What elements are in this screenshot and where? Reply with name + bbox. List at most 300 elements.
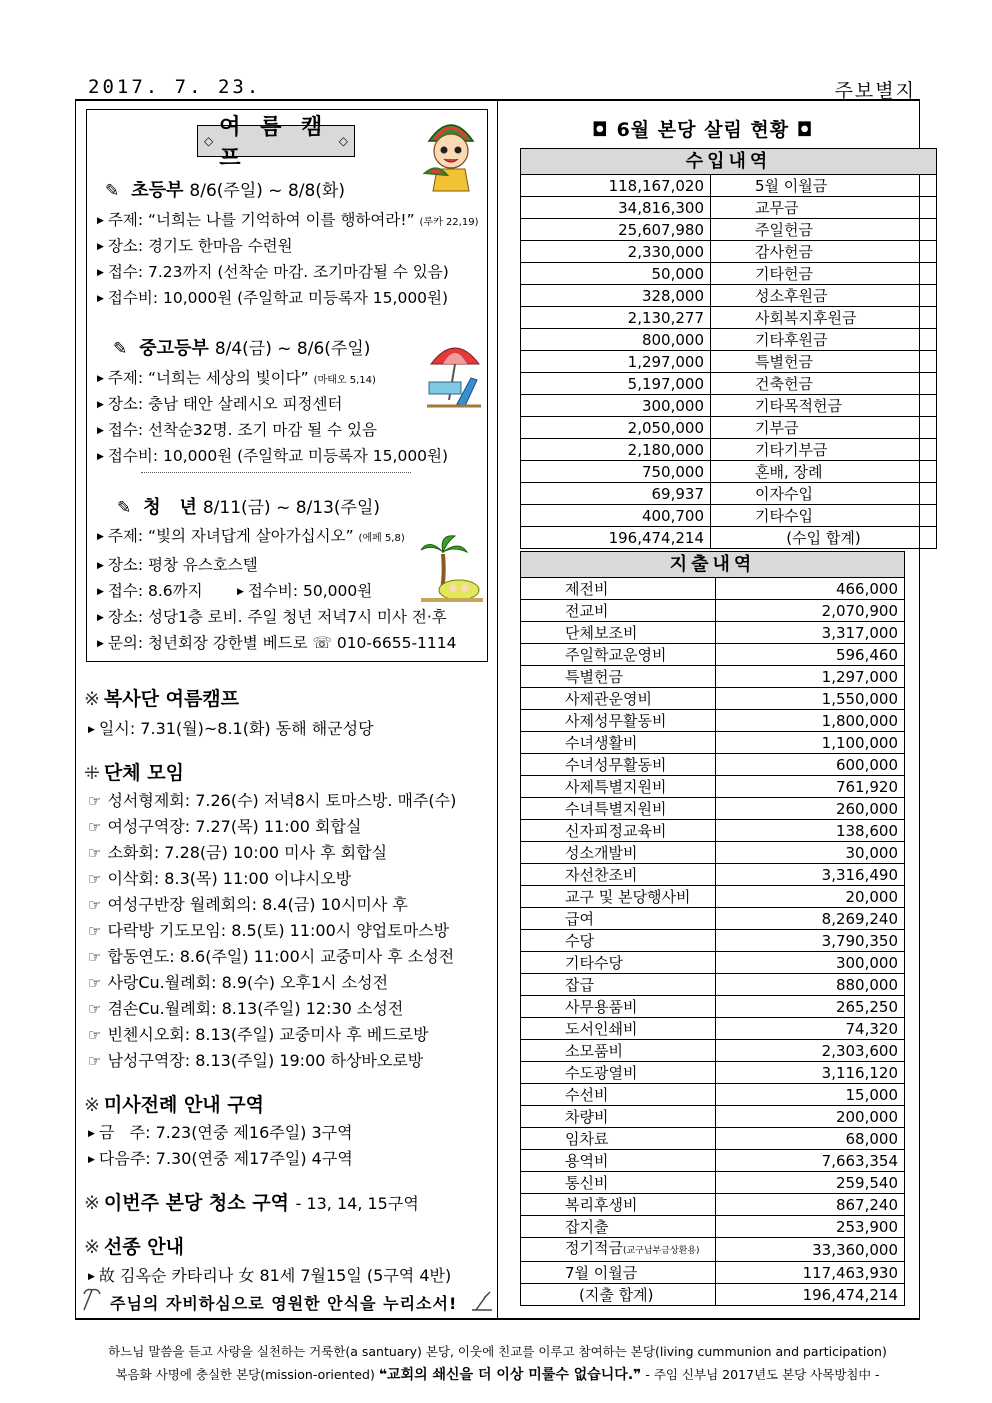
expense-category-text: 기타수당 [565,953,623,972]
meeting-text: 합동연도: 8.6(주일) 11:00시 교중미사 후 소성전 [107,947,455,966]
palm-tree-icon [421,534,483,604]
middle-fee [97,444,448,466]
expense-amount: 466,000 [716,578,905,600]
table-row [521,732,905,754]
table-row [521,461,937,483]
expense-category [521,666,716,688]
list-item [88,1048,423,1071]
list-item [88,996,403,1019]
column-divider [497,101,498,1319]
expense-amount: 3,317,000 [716,622,905,644]
expense-category [521,996,716,1018]
income-category: (수입 합계) [711,527,937,549]
meeting-text: 빈첸시오회: 8.13(주일) 교중미사 후 베드로방 [107,1025,429,1044]
bullet-icon: ▶ [97,400,104,410]
table-row [521,1172,905,1194]
table-row [521,329,937,351]
income-category: 이자수입 [711,483,937,505]
list-item [88,892,408,915]
list-item [88,840,387,863]
expense-category-text: 차량비 [565,1107,609,1126]
expense-category-text: 제전비 [565,579,609,598]
expense-category-text: 단체보조비 [565,623,638,642]
expense-category-text: 자선찬조비 [565,865,638,884]
middle-place [97,392,342,414]
expense-category [521,974,716,996]
middle-fee-text: 접수비: 10,000원 (주일학교 미등록자 15,000원) [107,447,449,465]
elementary-dates: 8/6(주일) ~ 8/8(화) [189,181,345,201]
elementary-heading [105,176,345,202]
table-row [521,219,937,241]
table-row [521,285,937,307]
expense-category [521,776,716,798]
altar-camp-heading [84,684,239,711]
income-amount: 25,607,980 [521,219,711,241]
income-category: 기타기부금 [711,439,937,461]
income-category: 감사헌금 [711,241,937,263]
list-item [88,788,456,811]
income-amount: 50,000 [521,263,711,285]
expense-amount: 3,790,350 [716,930,905,952]
elementary-reg [97,260,449,282]
candle-icon [470,1290,494,1312]
expense-amount: 20,000 [716,886,905,908]
table-row [521,622,905,644]
bulletin-date: 2017. 7. 23. [88,76,262,98]
youth-contact [97,631,457,653]
table-row [521,197,937,219]
income-amount: 5,197,000 [521,373,711,395]
table-row [521,974,905,996]
expense-amount: 1,100,000 [716,732,905,754]
table-row [521,952,905,974]
youth-reg [97,579,203,601]
middle-reg-text: 접수: 선착순32명. 조기 마감 될 수 있음 [107,421,377,439]
expense-category-text: 수녀특별지원비 [565,799,667,818]
camp-title [197,115,355,171]
income-amount: 400,700 [521,505,711,527]
expense-category [521,1194,716,1216]
expense-amount: 7,663,354 [716,1150,905,1172]
table-row [521,820,905,842]
income-category: 교무금 [711,197,937,219]
expense-category [521,820,716,842]
income-category: 기타후원금 [711,329,937,351]
income-category: 사회복지후원금 [711,307,937,329]
table-row [521,754,905,776]
footer-line-1: 하느님 말씀을 듣고 사랑을 실천하는 거룩한(a santuary) 본당, 이웃에 친교를 이루고 참여하는 본당(living cummunion and participation) [108,1344,887,1359]
bullet-icon: ▶ [97,639,104,649]
bullet-icon: ▶ [97,532,104,542]
youth-reg-place-text: 장소: 성당1층 로비. 주일 청년 저녁7시 미사 전·후 [107,608,447,626]
lily-icon [80,1286,104,1312]
income-category: 기타목적헌금 [711,395,937,417]
funeral-heading [84,1232,184,1259]
cleaning-title: 이번주 본당 청소 구역 [103,1192,289,1214]
income-header: 수입내역 [521,149,937,175]
savings-note: (교구납부금상환용) [622,1246,700,1256]
meeting-text: 소화회: 7.28(금) 10:00 미사 후 회합실 [107,843,388,862]
expense-amount: 200,000 [716,1106,905,1128]
mass-guide-title: 미사전례 안내 구역 [103,1094,264,1116]
funeral-title: 선종 안내 [103,1236,184,1258]
elementary-place [97,234,293,256]
youth-contact-text: 문의: 청년회장 강한별 베드로 ☏ 010-6655-1114 [107,634,457,652]
meeting-text: 겸손Cu.월례회: 8.13(주일) 12:30 소성전 [107,999,404,1018]
meeting-text: 여성구반장 월례회의: 8.4(금) 10시미사 후 [107,895,408,914]
expense-category [521,1284,716,1306]
altar-camp-line [88,716,374,739]
table-row [521,798,905,820]
expense-amount: 259,540 [716,1172,905,1194]
expense-category [521,754,716,776]
dotted-divider [141,472,411,473]
table-row [521,373,937,395]
expense-category [521,798,716,820]
pointing-hand-icon: ☞ [88,896,102,914]
bullet-icon: ▶ [97,426,104,436]
income-amount: 69,937 [521,483,711,505]
table-row [521,578,905,600]
table-row [521,886,905,908]
expense-amount: 1,297,000 [716,666,905,688]
income-category: 주일헌금 [711,219,937,241]
expense-category [521,1262,716,1284]
elementary-theme-ref: (루카 22,19) [419,217,479,228]
footer-source: - 주임 신부님 2017년도 본당 사목방침中 - [645,1367,880,1382]
mass-guide-text: 다음주: 7.30(연중 제17주일) 4구역 [98,1149,353,1168]
pencil-icon: ✎ [117,498,132,518]
meeting-text: 사랑Cu.월례회: 8.9(수) 오후1시 소성전 [107,973,389,992]
table-row [521,439,937,461]
bullet-icon: ▶ [97,374,104,384]
bullet-icon: ▶ [88,725,95,735]
meeting-text: 이삭회: 8.3(목) 11:00 이냐시오방 [107,869,352,888]
meeting-text: 남성구역장: 8.13(주일) 19:00 하상바오로방 [107,1051,424,1070]
youth-dates: 8/11(금) ~ 8/13(주일) [202,498,381,518]
expense-amount: 253,900 [716,1216,905,1238]
income-amount: 750,000 [521,461,711,483]
table-row [521,1262,905,1284]
expense-category-text: 용역비 [565,1151,609,1170]
income-amount: 118,167,020 [521,175,711,197]
meeting-text: 다락방 기도모임: 8.5(토) 11:00시 양업토마스방 [107,921,450,940]
table-row [521,1106,905,1128]
income-category: 성소후원금 [711,285,937,307]
expense-amount: 74,320 [716,1018,905,1040]
bullet-icon: ▶ [97,268,104,278]
expense-category-text: 통신비 [565,1173,609,1192]
ornament-icon: ◇ [338,134,348,148]
expense-amount: 15,000 [716,1084,905,1106]
expense-category-text: 신자피정교육비 [565,821,667,840]
income-category: 혼배, 장례 [711,461,937,483]
elementary-theme-text: 주제: “너희는 나를 기억하여 이를 행하여라!” [107,211,415,229]
income-amount: 196,474,214 [521,527,711,549]
expense-category-text: 사제특별지원비 [565,777,667,796]
expense-amount: 867,240 [716,1194,905,1216]
elementary-reg-text: 접수: 7.23까지 (선착순 마감. 조기마감될 수 있음) [107,263,449,281]
expense-category-text: 임차료 [565,1129,609,1148]
expense-category [521,710,716,732]
list-item [88,944,454,967]
expense-amount: 2,303,600 [716,1040,905,1062]
table-row [521,351,937,373]
expense-amount: 260,000 [716,798,905,820]
expense-category [521,688,716,710]
income-amount: 328,000 [521,285,711,307]
expense-amount: 8,269,240 [716,908,905,930]
table-row [521,908,905,930]
expense-category [521,600,716,622]
bullet-icon: ▶ [97,242,104,252]
youth-reg-text: 접수: 8.6까지 [107,582,203,600]
list-item [88,970,388,993]
expense-category [521,1084,716,1106]
table-row [521,527,937,549]
expense-category [521,1150,716,1172]
expense-category-text: 교구 및 본당행사비 [565,887,691,906]
table-row [521,1062,905,1084]
youth-reg-place [97,605,447,627]
expense-category-text: 소모품비 [565,1041,623,1060]
table-row [521,505,937,527]
table-row [521,930,905,952]
youth-name: 청 년 [143,497,197,518]
pointing-hand-icon: ☞ [88,922,102,940]
middle-name: 중고등부 [139,338,209,359]
expense-amount: 68,000 [716,1128,905,1150]
expense-category-text: 전교비 [565,601,609,620]
expense-table [520,551,905,1306]
expense-category-text: 특별헌금 [565,667,623,686]
table-row [521,175,937,197]
expense-category [521,1128,716,1150]
expense-category-text: 사무용품비 [565,997,638,1016]
pointing-hand-icon: ☞ [88,1026,102,1044]
income-category: 기부금 [711,417,937,439]
list-item [88,814,361,837]
expense-amount: 138,600 [716,820,905,842]
meeting-text: 성서형제회: 7.26(수) 저녁8시 토마스방. 매주(수) [107,791,457,810]
table-row [521,241,937,263]
elementary-name: 초등부 [131,180,184,201]
table-row [521,395,937,417]
expense-amount: 600,000 [716,754,905,776]
table-row [521,1216,905,1238]
bullet-icon: ▶ [97,294,104,304]
expense-amount: 3,116,120 [716,1062,905,1084]
expense-amount: 1,800,000 [716,710,905,732]
pointing-hand-icon: ☞ [88,948,102,966]
expense-amount: 880,000 [716,974,905,996]
ornament-icon: ◇ [204,134,214,148]
expense-amount: 596,460 [716,644,905,666]
table-row [521,688,905,710]
expense-category [521,864,716,886]
expense-amount: 196,474,214 [716,1284,905,1306]
expense-category [521,886,716,908]
footer-line-2 [75,1364,920,1384]
middle-theme-ref: (마태오 5,14) [313,375,376,386]
pencil-icon: ✎ [113,339,128,359]
income-amount: 2,330,000 [521,241,711,263]
table-row [521,1238,905,1262]
income-amount: 2,050,000 [521,417,711,439]
asterism-icon: ※ [84,688,100,710]
expense-category [521,842,716,864]
asterism-icon: ※ [84,1236,100,1258]
table-row [521,710,905,732]
expense-amount: 300,000 [716,952,905,974]
expense-amount: 30,000 [716,842,905,864]
list-item [88,866,351,889]
funeral-line-text: 故 김옥순 카타리나 女 81세 7월15일 (5구역 4반) [98,1266,452,1285]
income-category: 기타헌금 [711,263,937,285]
income-category: 5월 이월금 [711,175,937,197]
middle-heading [113,334,370,360]
list-item [88,1146,353,1169]
table-row [521,307,937,329]
expense-category [521,908,716,930]
expense-amount: 117,463,930 [716,1262,905,1284]
bullet-icon: ▶ [88,1129,95,1139]
income-category: 특별헌금 [711,351,937,373]
table-row [521,996,905,1018]
elementary-theme [97,208,478,230]
middle-reg [97,418,377,440]
watermelon-kid-icon [423,115,479,195]
bullet-icon: ▶ [237,587,244,597]
youth-place-text: 장소: 평창 유스호스텔 [107,556,258,574]
expense-amount: 265,250 [716,996,905,1018]
youth-theme-text: 주제: “빛의 자녀답게 살아가십시오” [107,527,354,545]
table-row [521,263,937,285]
expense-header-row [521,552,905,578]
expense-category [521,1106,716,1128]
middle-place-text: 장소: 충남 태안 살레시오 피정센터 [107,395,343,413]
expense-category [521,930,716,952]
expense-category-text: 수선비 [565,1085,609,1104]
expense-category [521,1018,716,1040]
footer-quote: ❝교회의 쇄신을 더 이상 미룰수 없습니다.❞ [378,1367,642,1383]
pointing-hand-icon: ☞ [88,844,102,862]
expense-category-text: 복리후생비 [565,1195,638,1214]
table-row [521,842,905,864]
cleaning-areas: - 13, 14, 15구역 [295,1194,419,1213]
bullet-icon: ▶ [88,1155,95,1165]
income-table [520,148,937,549]
table-row [521,864,905,886]
elementary-fee [97,286,448,308]
list-item [88,1120,353,1143]
expense-category [521,732,716,754]
elementary-place-text: 장소: 경기도 한마음 수련원 [107,237,293,255]
expense-category-text: 수도광열비 [565,1063,638,1082]
table-row [521,776,905,798]
middle-theme-text: 주제: “너희는 세상의 빛이다” [107,369,309,387]
expense-category [521,1216,716,1238]
income-amount: 800,000 [521,329,711,351]
expense-category [521,1238,716,1262]
youth-heading [117,493,380,519]
table-row [521,1018,905,1040]
income-amount: 300,000 [521,395,711,417]
altar-camp-line-text: 일시: 7.31(월)~8.1(화) 동해 해군성당 [98,719,374,738]
table-row [521,483,937,505]
meetings-heading [84,758,184,785]
pointing-hand-icon: ☞ [88,1052,102,1070]
income-amount: 34,816,300 [521,197,711,219]
youth-place [97,553,258,575]
asterism-icon: ※ [84,1192,100,1214]
table-row [521,644,905,666]
expense-category [521,622,716,644]
list-item [88,1022,429,1045]
bullet-icon: ▶ [88,1272,95,1282]
table-row [521,1040,905,1062]
expense-category [521,644,716,666]
expense-amount: 2,070,900 [716,600,905,622]
pencil-icon: ✎ [105,181,120,201]
expense-category-text: 급여 [565,909,594,928]
income-amount: 2,130,277 [521,307,711,329]
expense-category-text: 주일학교운영비 [565,645,667,664]
table-row [521,600,905,622]
bullet-icon: ▶ [97,216,104,226]
expense-category-text: 도서인쇄비 [565,1019,638,1038]
meeting-text: 여성구역장: 7.27(목) 11:00 회합실 [107,817,362,836]
income-category: 건축헌금 [711,373,937,395]
bullet-icon: ▶ [97,561,104,571]
expense-amount: 3,316,490 [716,864,905,886]
expense-category-text: (지출 합계) [579,1285,654,1304]
summer-camp-box [86,109,488,662]
youth-theme-ref: (에페 5,8) [358,533,405,544]
elementary-fee-text: 접수비: 10,000원 (주일학교 미등록자 15,000원) [107,289,449,307]
pointing-hand-icon: ☞ [88,818,102,836]
income-header-row [521,149,937,175]
youth-theme [97,524,405,546]
beach-umbrella-icon [427,338,481,410]
cross-ornament-icon: ⁜ [84,762,100,784]
pointing-hand-icon: ☞ [88,792,102,810]
expense-category-text: 수녀성무활동비 [565,755,667,774]
funeral-prayer: 주님의 자비하심으로 영원한 안식을 누리소서! [110,1294,458,1313]
middle-dates: 8/4(금) ~ 8/6(주일) [214,339,371,359]
expense-amount: 33,360,000 [716,1238,905,1262]
mass-guide-text: 금 주: 7.23(연중 제16주일) 3구역 [98,1123,353,1142]
expense-category-text: 사제관운영비 [565,689,652,708]
expense-category [521,1040,716,1062]
expense-category-text: 잡급 [565,975,594,994]
youth-fee-text: 접수비: 50,000원 [247,582,373,600]
camp-title-text: 여 름 캠 프 [219,115,329,171]
income-amount: 1,297,000 [521,351,711,373]
youth-fee [237,579,372,601]
funeral-line [88,1263,451,1286]
income-amount: 2,180,000 [521,439,711,461]
expense-category-text: 수녀생활비 [565,733,638,752]
table-row [521,1194,905,1216]
bullet-icon: ▶ [97,452,104,462]
asterism-icon: ※ [84,1094,100,1116]
expense-category [521,952,716,974]
meetings-title: 단체 모임 [103,762,184,784]
mass-guide-heading [84,1090,264,1117]
table-row [521,1084,905,1106]
table-row [521,1150,905,1172]
